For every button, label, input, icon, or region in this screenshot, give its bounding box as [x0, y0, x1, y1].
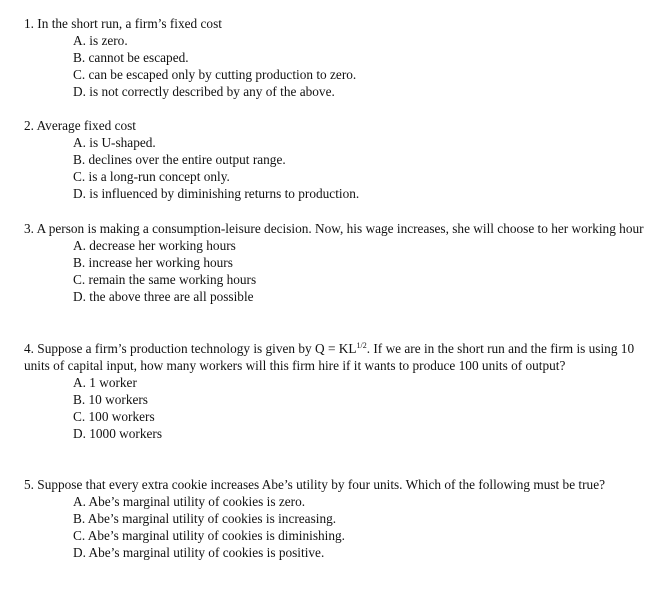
option-c: C. is a long-run concept only.: [73, 169, 230, 184]
question-stem: 5. Suppose that every extra cookie increases Abe’s utility by four units. Which of the following must be true?: [24, 477, 605, 492]
option-a: A. Abe’s marginal utility of cookies is zero.: [73, 494, 306, 509]
option-b: B. declines over the entire output range.: [73, 152, 286, 167]
option-list: [24, 374, 649, 442]
option-d: D. is not correctly described by any of the above.: [73, 84, 335, 99]
question-5: [24, 476, 649, 561]
option-b: B. increase her working hours: [73, 255, 233, 270]
option-c: C. remain the same working hours: [73, 272, 257, 287]
question-1: [24, 15, 649, 100]
option-d: D. 1000 workers: [73, 426, 163, 441]
question-4: [24, 340, 649, 442]
question-2: [24, 117, 649, 202]
option-a: A. 1 worker: [73, 375, 137, 390]
option-b: B. 10 workers: [73, 392, 148, 407]
exponent: 1/2: [356, 341, 367, 350]
question-stem: 1. In the short run, a firm’s fixed cost: [24, 16, 222, 31]
option-d: D. the above three are all possible: [73, 289, 254, 304]
option-list: [24, 32, 649, 100]
question-stem: [24, 340, 649, 374]
question-stem: 3. A person is making a consumption-leisure decision. Now, his wage increases, she will choose to her working hour: [24, 221, 644, 236]
question-stem: 2. Average fixed cost: [24, 118, 136, 133]
option-list: [24, 493, 649, 561]
option-d: D. Abe’s marginal utility of cookies is positive.: [73, 545, 325, 560]
stem-text: 4. Suppose a firm’s production technology is given by Q = KL: [24, 341, 357, 356]
question-3: [24, 220, 649, 305]
option-list: [24, 237, 649, 305]
stem-text-continued: . If we are in the short run and the firm is using 10 units of capital input, how many workers will this firm hire if it wants to produce 100 units of output?: [24, 341, 635, 373]
option-list: [24, 134, 649, 202]
option-b: B. cannot be escaped.: [73, 50, 189, 65]
option-c: C. Abe’s marginal utility of cookies is diminishing.: [73, 528, 345, 543]
option-a: A. is zero.: [73, 33, 128, 48]
option-c: C. can be escaped only by cutting production to zero.: [73, 67, 357, 82]
option-a: A. is U-shaped.: [73, 135, 156, 150]
option-d: D. is influenced by diminishing returns to production.: [73, 186, 360, 201]
option-a: A. decrease her working hours: [73, 238, 236, 253]
option-b: B. Abe’s marginal utility of cookies is increasing.: [73, 511, 337, 526]
option-c: C. 100 workers: [73, 409, 155, 424]
